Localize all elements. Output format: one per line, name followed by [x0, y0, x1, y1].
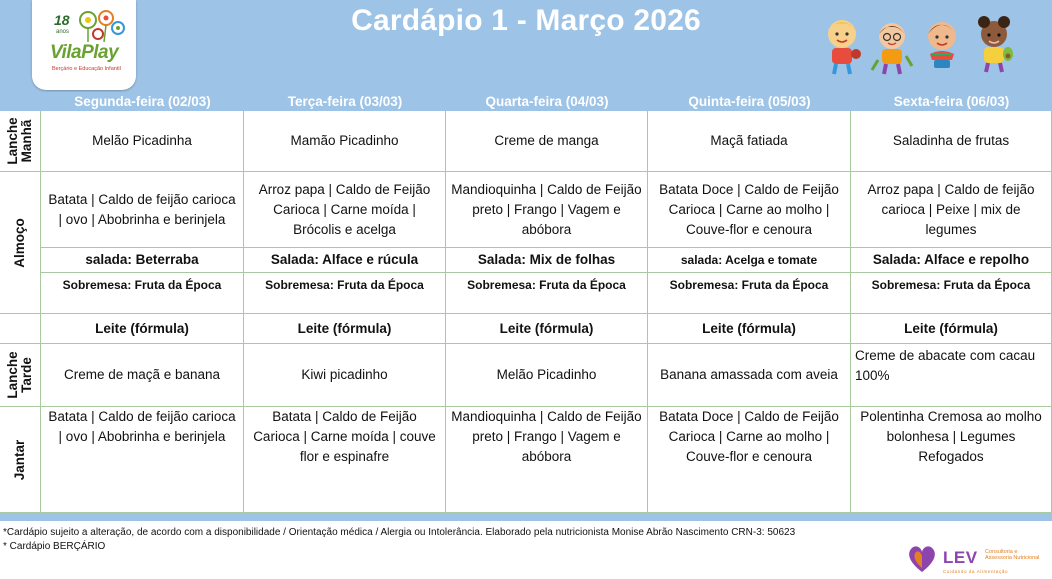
cell-sobremesa-wed: Sobremesa: Fruta da Época	[446, 273, 648, 314]
cell-almoco-thu: Batata Doce | Caldo de Feijão Carioca | Carne ao molho | Couve-flor e cenoura	[648, 172, 851, 248]
cell-lanche-manha-mon: Melão Picadinha	[41, 111, 244, 172]
lev-name: LEV	[943, 548, 978, 567]
cell-salada-tue: Salada: Alface e rúcula	[244, 248, 446, 273]
day-header-tuesday: Terça-feira (03/03)	[244, 92, 446, 111]
section-label: Lanche Manhã	[5, 117, 34, 165]
footer-note-disclaimer: *Cardápio sujeito a alteração, de acordo com a disponibilidade / Orientação médica / Alergia ou Intolerância. Elaborado pela nutricionista Monise Abrão Nascimento CRN-3: 50623	[3, 527, 796, 538]
page-title: Cardápio 1 - Março 2026	[351, 4, 701, 37]
cell-salada-fri: Salada: Alface e repolho	[851, 248, 1052, 273]
cell-sobremesa-mon: Sobremesa: Fruta da Época	[41, 273, 244, 314]
cell-lanche-manha-tue: Mamão Picadinho	[244, 111, 446, 172]
cell-leite-fri: Leite (fórmula)	[851, 314, 1052, 344]
cell-lanche-manha-wed: Creme de manga	[446, 111, 648, 172]
day-header-friday: Sexta-feira (06/03)	[851, 92, 1052, 111]
cell-lanche-tarde-thu: Banana amassada com aveia	[648, 344, 851, 407]
section-lanche-manha	[0, 111, 41, 172]
cell-jantar-fri: Polentinha Cremosa ao molho bolonhesa | Legumes Refogados	[851, 407, 1052, 513]
logo-anos-label: anos	[56, 29, 70, 35]
cell-lanche-manha-thu: Maçã fatiada	[648, 111, 851, 172]
day-header-monday: Segunda-feira (02/03)	[41, 92, 244, 111]
section-label: Lanche Tarde	[5, 351, 34, 399]
cell-almoco-tue: Arroz papa | Caldo de Feijão Carioca | Carne moída | Brócolis e acelga	[244, 172, 446, 248]
grid-corner	[0, 92, 41, 111]
cell-salada-wed: Salada: Mix de folhas	[446, 248, 648, 273]
cell-lanche-manha-fri: Saladinha de frutas	[851, 111, 1052, 172]
cell-leite-wed: Leite (fórmula)	[446, 314, 648, 344]
logo-anos-number: 18	[54, 12, 70, 28]
section-label: Jantar	[12, 439, 27, 480]
cell-lanche-tarde-wed: Melão Picadinho	[446, 344, 648, 407]
lev-subtitle	[985, 549, 1039, 561]
cell-leite-thu: Leite (fórmula)	[648, 314, 851, 344]
cell-jantar-thu: Batata Doce | Caldo de Feijão Carioca | Carne ao molho | Couve-flor e cenoura	[648, 407, 851, 513]
footer-band	[0, 513, 1052, 521]
cell-sobremesa-fri: Sobremesa: Fruta da Época	[851, 273, 1052, 314]
section-jantar	[0, 407, 41, 513]
cell-sobremesa-tue: Sobremesa: Fruta da Época	[244, 273, 446, 314]
day-header-thursday: Quinta-feira (05/03)	[648, 92, 851, 111]
footer-note-bercario: * Cardápio BERÇÁRIO	[3, 541, 106, 552]
cell-lanche-tarde-fri: Creme de abacate com cacau 100%	[851, 344, 1052, 407]
lev-subtitle-line: Consultoria e	[985, 549, 1018, 555]
cell-jantar-tue: Batata | Caldo de Feijão Carioca | Carne moída | couve flor e espinafre	[244, 407, 446, 513]
logo-brand: VilaPlay	[50, 42, 119, 63]
cell-almoco-wed: Mandioquinha | Caldo de Feijão preto | Frango | Vagem e abóbora	[446, 172, 648, 248]
lev-tagline: Cuidando da Alimentação	[943, 569, 1009, 574]
cell-lanche-tarde-mon: Creme de maçã e banana	[41, 344, 244, 407]
cell-sobremesa-thu: Sobremesa: Fruta da Época	[648, 273, 851, 314]
cell-almoco-mon: Batata | Caldo de feijão carioca | ovo | Abobrinha e berinjela	[41, 172, 244, 248]
lev-subtitle-line: Assessoria Nutricional	[985, 555, 1040, 561]
section-lanche-tarde	[0, 344, 41, 407]
kids-illustration-icon	[818, 10, 1040, 78]
cell-leite-tue: Leite (fórmula)	[244, 314, 446, 344]
section-leite	[0, 314, 41, 344]
lev-heart-icon	[905, 542, 939, 574]
cell-leite-mon: Leite (fórmula)	[41, 314, 244, 344]
cell-lanche-tarde-tue: Kiwi picadinho	[244, 344, 446, 407]
section-almoco	[0, 172, 41, 314]
cell-salada-thu: salada: Acelga e tomate	[648, 248, 851, 273]
day-header-wednesday: Quarta-feira (04/03)	[446, 92, 648, 111]
section-label: Almoço	[12, 217, 27, 268]
logo-tagline: Berçário e Educação Infantil	[52, 66, 121, 72]
lev-logo	[905, 540, 1045, 576]
cell-jantar-mon: Batata | Caldo de feijão carioca | ovo | Abobrinha e berinjela	[41, 407, 244, 513]
header-band	[0, 0, 1052, 92]
cell-jantar-wed: Mandioquinha | Caldo de Feijão preto | Frango | Vagem e abóbora	[446, 407, 648, 513]
cell-salada-mon: salada: Beterraba	[41, 248, 244, 273]
cell-almoco-fri: Arroz papa | Caldo de feijão carioca | Peixe | mix de legumes	[851, 172, 1052, 248]
